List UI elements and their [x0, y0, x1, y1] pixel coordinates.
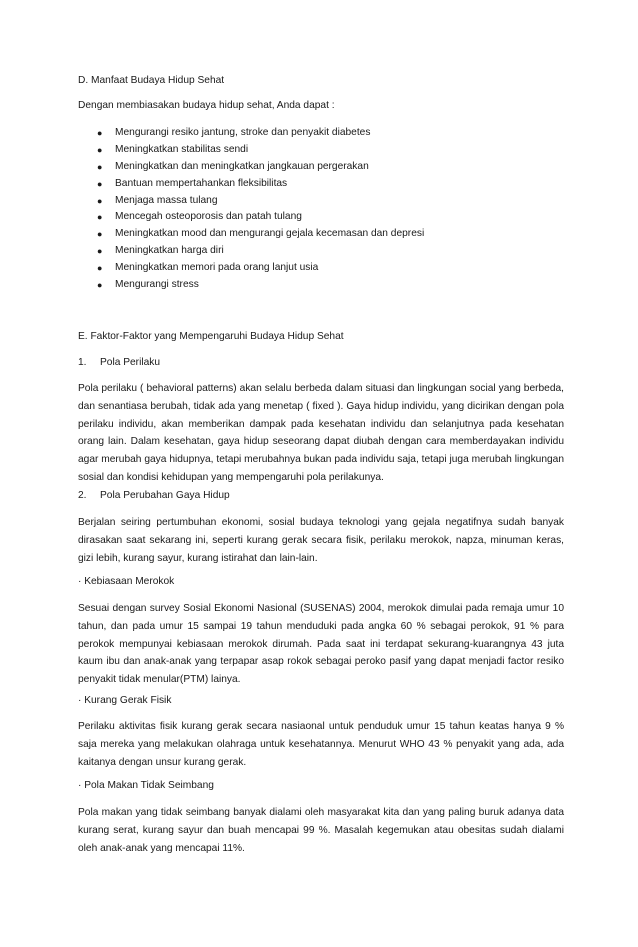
list-item-text: Meningkatkan stabilitas sendi — [115, 143, 249, 155]
item-2-title: Pola Perubahan Gaya Hidup — [100, 490, 230, 501]
section-e-heading: E. Faktor-Faktor yang Mempengaruhi Budaya Hidup Sehat — [78, 331, 344, 342]
item-1-heading — [78, 357, 160, 368]
list-item-text: Meningkatkan memori pada orang lanjut usia — [115, 262, 319, 274]
bullet-icon: ● — [97, 246, 103, 257]
list-item-text: Mencegah osteoporosis dan patah tulang — [115, 211, 302, 223]
sub-1-paragraph: Sesuai dengan survey Sosial Ekonomi Nasional (SUSENAS) 2004, merokok dimulai pada remaja umur 10 tahun, dan pada umur 15 sampai 19 tahun menduduki pada angka 60 % sebagai perokok, 91 % para perokok mempunyai kebiasaan merokok dirumah. Pada saat ini terdapat sekurang-kuarangnya 43 juta kaum ibu dan anak-anak yang terpapar asap rokok sebagai peroko pasif yang dapat menjadi factor resiko penyakit tidak menular(PTM) lainya. — [78, 603, 564, 686]
list-item — [78, 226, 424, 243]
list-item-text: Meningkatkan harga diri — [115, 245, 224, 257]
sub-3-heading: · Pola Makan Tidak Seimbang — [78, 780, 214, 791]
sub-3-paragraph: Pola makan yang tidak seimbang banyak dialami oleh masyarakat kita dan yang paling buruk adanya data kurang serat, kurang sayur dan buah mencapai 99 %. Masalah kegemukan atau obesitas sudah dialami oleh anak-anak yang mencapai 11%. — [78, 807, 564, 854]
list-item — [78, 209, 424, 226]
section-d-intro: Dengan membiasakan budaya hidup sehat, Anda dapat : — [78, 100, 335, 111]
bullet-icon: ● — [97, 229, 103, 240]
bullet-icon: ● — [97, 178, 103, 189]
sub-1-heading: · Kebiasaan Merokok — [78, 576, 175, 587]
list-item-text: Meningkatkan dan meningkatkan jangkauan pergerakan — [115, 160, 369, 172]
list-item — [78, 159, 424, 176]
bullet-icon: ● — [97, 128, 103, 138]
section-d-heading: D. Manfaat Budaya Hidup Sehat — [78, 75, 225, 86]
item-1-title: Pola Perilaku — [100, 357, 161, 368]
item-2-heading — [78, 490, 230, 501]
sub-2-heading: · Kurang Gerak Fisik — [78, 695, 172, 706]
list-item — [78, 142, 424, 159]
benefits-list — [78, 125, 424, 294]
list-item — [78, 243, 424, 260]
list-item-text: Mengurangi stress — [115, 279, 199, 291]
list-item — [78, 277, 424, 294]
item-1-number: 1. — [78, 357, 87, 368]
list-item — [78, 260, 424, 277]
list-item-text: Meningkatkan mood dan mengurangi gejala kecemasan dan depresi — [115, 228, 425, 240]
list-item-text: Menjaga massa tulang — [115, 194, 218, 206]
item-1-paragraph: Pola perilaku ( behavioral patterns) akan selalu berbeda dalam situasi dan lingkungan social yang berbeda, dan senantiasa berubah, tidak ada yang menetap ( fixed ). Gaya hidup individu, yang dicirikan dengan pola perilaku individu, akan memberikan dampak pada kesehatan individu dan selanjutnya pada kesehatan orang lain. Dalam kesehatan, gaya hidup seseorang dapat diubah dengan cara memberdayakan individu agar merubah gaya hidupnya, tetapi merubahnya bukan pada individu saja, tetapi juga merubah lingkungan sosial dan kondisi kehidupan yang mempengaruhi pola perilakunya. — [78, 383, 564, 483]
list-item-text: Bantuan mempertahankan fleksibilitas — [115, 177, 288, 189]
list-item — [78, 125, 424, 142]
bullet-icon: ● — [97, 212, 103, 223]
bullet-icon: ● — [97, 280, 103, 291]
bullet-icon: ● — [97, 144, 103, 155]
list-item-text: Mengurangi resiko jantung, stroke dan penyakit diabetes — [115, 127, 371, 138]
bullet-icon: ● — [97, 161, 103, 172]
bullet-icon: ● — [97, 263, 103, 274]
sub-2-paragraph: Perilaku aktivitas fisik kurang gerak secara nasiaonal untuk penduduk umur 15 tahun keatas hanya 9 % saja mereka yang melakukan olahraga untuk kesehatannya. Menurut WHO 43 % penyakit yang ada, ada kaitanya dengan unsur kurang gerak. — [78, 721, 564, 768]
item-2-paragraph: Berjalan seiring pertumbuhan ekonomi, sosial budaya teknologi yang gejala negatifnya sudah banyak dirasakan saat sekarang ini, seperti kurang gerak secara fisik, perilaku merokok, napza, minuman keras, gizi lebih, kurang sayur, kurang istirahat dan lain-lain. — [78, 517, 564, 564]
bullet-icon: ● — [97, 195, 103, 206]
list-item — [78, 193, 424, 210]
item-2-number: 2. — [78, 490, 87, 501]
list-item — [78, 176, 424, 193]
